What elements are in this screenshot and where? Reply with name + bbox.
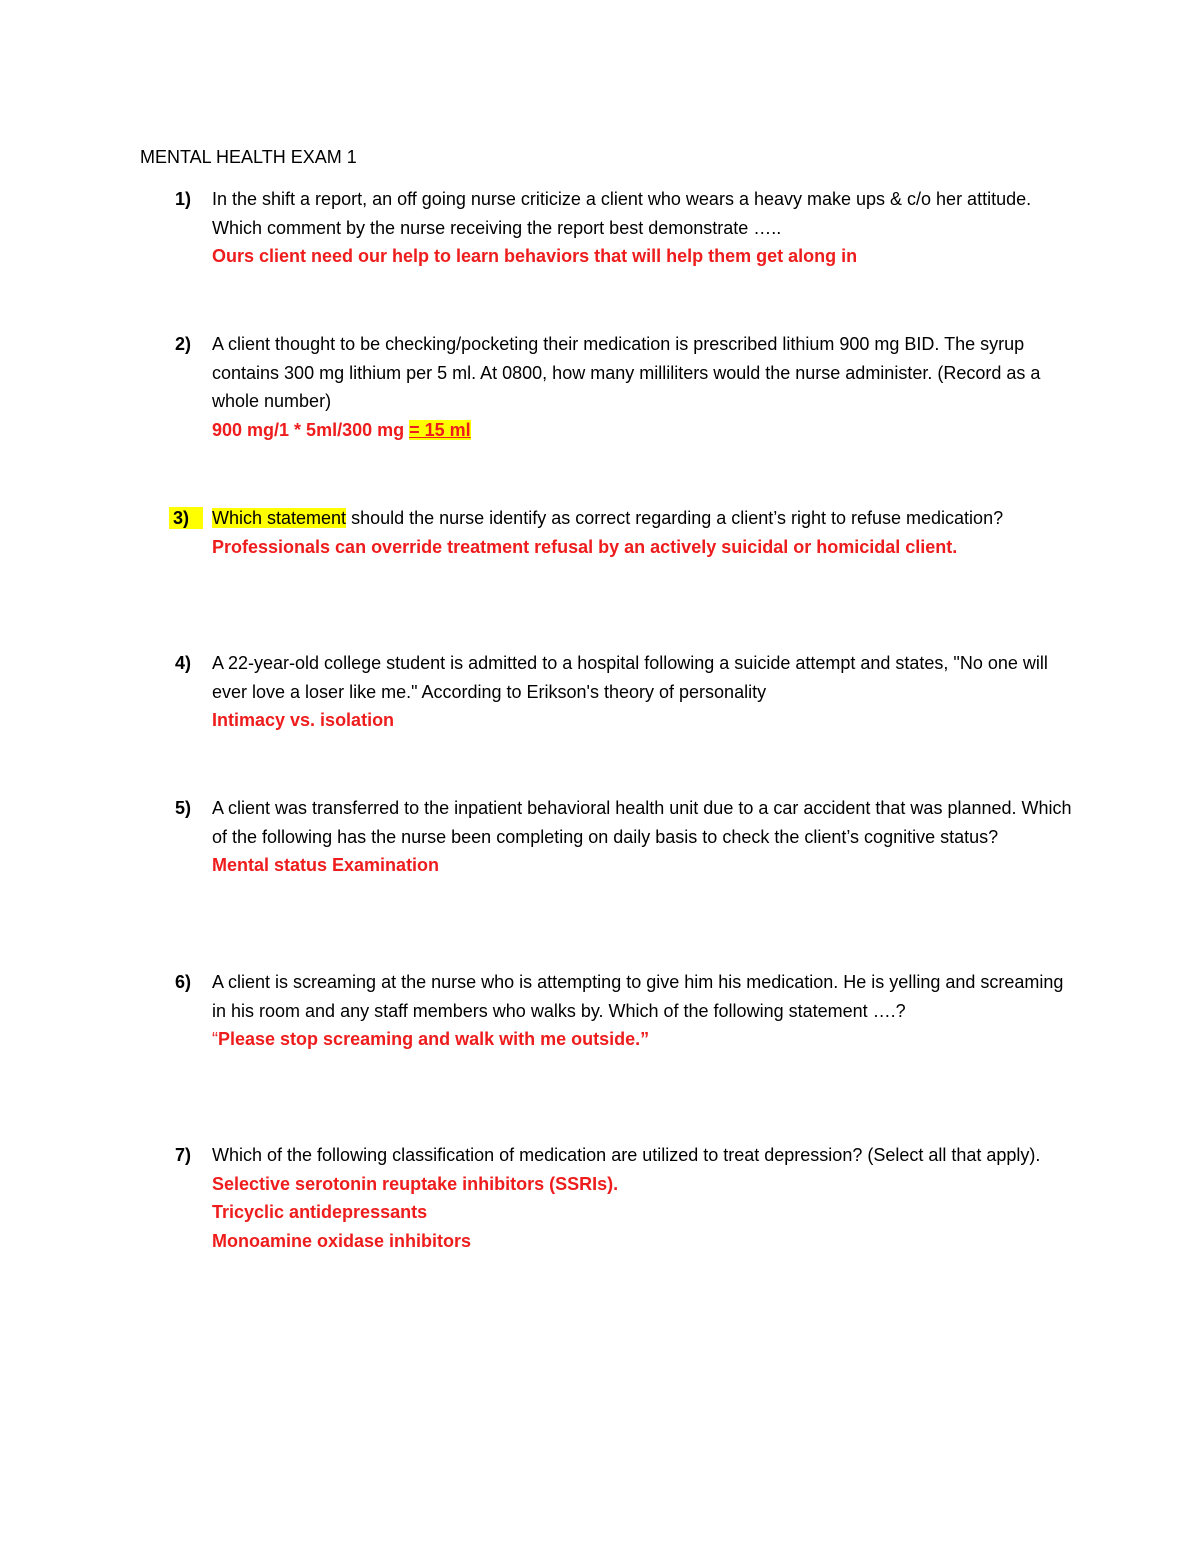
highlighted-phrase: Which statement <box>212 508 347 528</box>
answer-text <box>212 416 1075 445</box>
question-4 <box>175 649 1075 735</box>
answer-text: Ours client need our help to learn behaviors that will help them get along in <box>212 246 858 266</box>
question-6 <box>175 968 1075 1054</box>
answer-calculation: 900 mg/1 * 5ml/300 mg <box>212 419 410 440</box>
question-1 <box>175 185 1075 271</box>
question-number: 6) <box>175 972 192 992</box>
answer-item: Selective serotonin reuptake inhibitors (SSRIs). <box>212 1173 619 1194</box>
question-text: A client was transferred to the inpatient behavioral health unit due to a car accident that was planned. Which of the following has the nurse been completing on daily basis to check the client’s cognitive status? <box>212 798 1072 847</box>
answer-highlighted-result: = 15 ml <box>409 419 471 440</box>
question-text: In the shift a report, an off going nurse criticize a client who wears a heavy make ups & c/o her attitude. Which comment by the nurse receiving the report best demonstrate ….. <box>212 189 1032 238</box>
question-text: A client is screaming at the nurse who is attempting to give him his medication. He is yelling and screaming in his room and any staff members who walks by. Which of the following statement ….? <box>212 972 1064 1021</box>
answer-open-quote: “ <box>212 1029 218 1049</box>
answer-text: Intimacy vs. isolation <box>212 710 395 730</box>
question-number: 7) <box>175 1145 192 1165</box>
question-number: 4) <box>175 653 192 673</box>
answer-item: Tricyclic antidepressants <box>212 1202 428 1222</box>
answer-text: Mental status Examination <box>212 855 440 875</box>
question-number: 3) <box>175 504 203 533</box>
question-number: 1) <box>175 189 192 209</box>
answer-item: Monoamine oxidase inhibitors <box>212 1230 472 1251</box>
question-text <box>212 504 1075 533</box>
question-text: A client thought to be checking/pocketing their medication is prescribed lithium 900 mg BID. The syrup contains 300 mg lithium per 5 ml. At 0800, how many milliliters would the nurse administer. (Record as a whole number) <box>212 334 1041 411</box>
question-text: Which of the following classification of medication are utilized to treat depression? (Select all that apply). <box>212 1145 1041 1165</box>
question-number: 2) <box>175 334 192 354</box>
question-3 <box>175 504 1075 561</box>
document-title: MENTAL HEALTH EXAM 1 <box>140 147 357 167</box>
answer-text: Professionals can override treatment refusal by an actively suicidal or homicidal client. <box>212 536 958 557</box>
question-2 <box>175 330 1075 444</box>
question-7 <box>175 1141 1075 1255</box>
answer-quote-body: Please stop screaming and walk with me outside.” <box>218 1029 650 1049</box>
answer-text <box>212 1025 1075 1054</box>
question-text: A 22-year-old college student is admitted to a hospital following a suicide attempt and states, "No one will ever love a loser like me." According to Erikson's theory of personality <box>212 653 1048 702</box>
question-text-rest: should the nurse identify as correct regarding a client’s right to refuse medication? <box>346 508 1004 528</box>
question-5 <box>175 794 1075 880</box>
question-number: 5) <box>175 798 192 818</box>
